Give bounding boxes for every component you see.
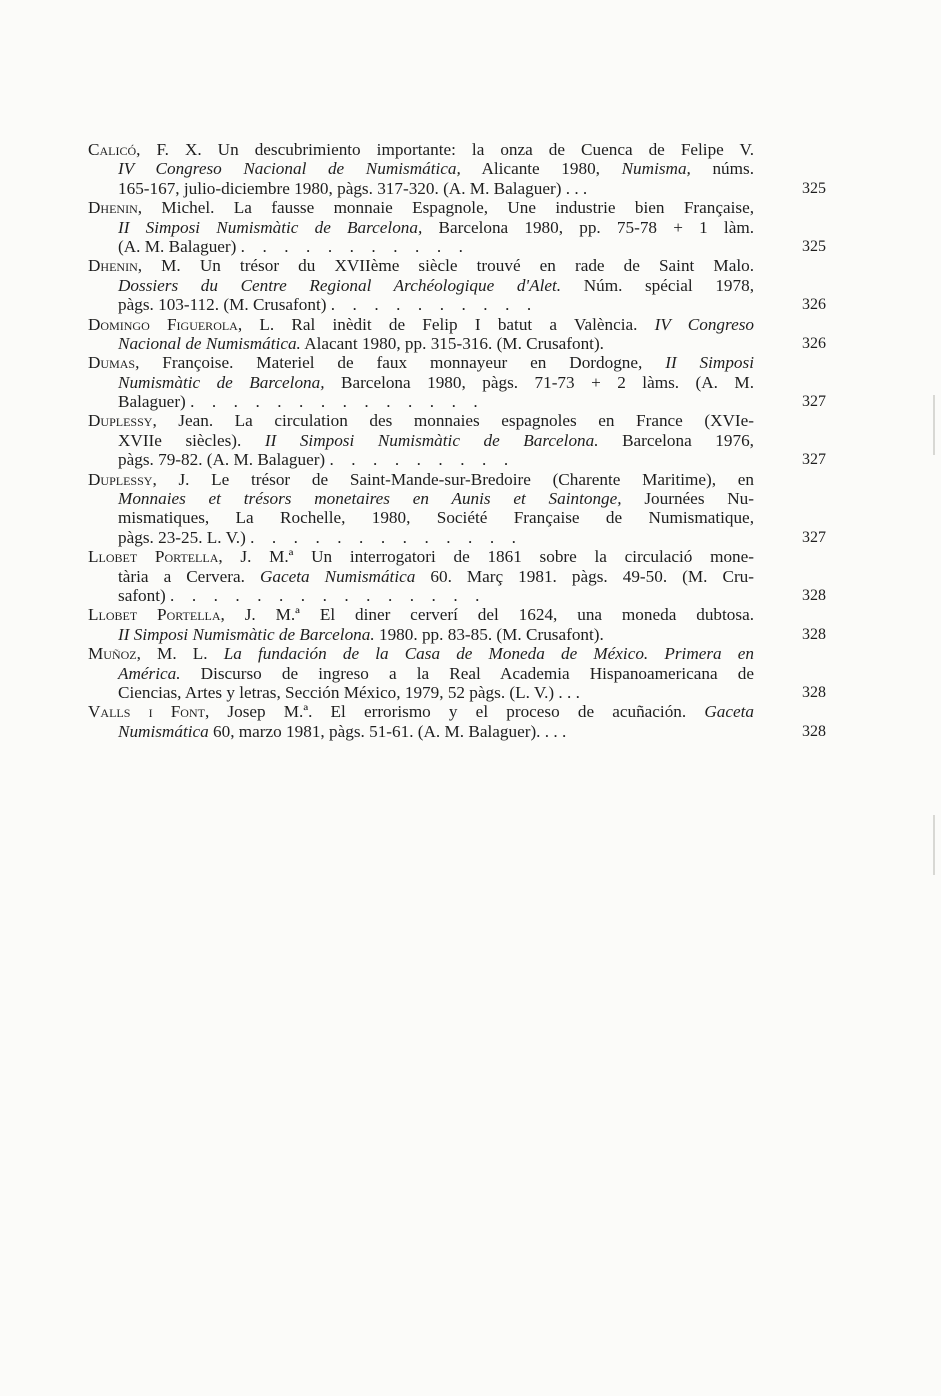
entry-text: , Michel. La fausse monnaie Espagnole, Une industrie bien Française, [137, 198, 754, 218]
publication-title: IV Congreso Nacional de Numismática, [118, 159, 461, 179]
entry-line [118, 431, 754, 450]
entry-text: , L. Ral inèdit de Felip I batut a València. [237, 314, 655, 334]
entry-text: Balaguer) [118, 392, 191, 412]
dot-leaders: . . . . . . . . . . . [240, 236, 470, 256]
entry-line [118, 664, 754, 683]
publication-title: Numisma, [621, 159, 691, 179]
entry-text: , M. Un trésor du XVIIème siècle trouvé en rade de Saint Malo. [137, 256, 754, 276]
entry-text: Núm. spécial 1978, [561, 275, 754, 295]
author-name: Llobet Portella [88, 605, 221, 625]
page-number: 328 [802, 625, 826, 643]
bibliography-entry [88, 605, 828, 644]
entry-text: 165-167, julio-diciembre 1980, pàgs. 317-320. (A. M. Balaguer) . . . [118, 178, 588, 198]
entry-text: pàgs. 103-112. (M. Crusafont) [118, 295, 331, 315]
author-name: Calicó [88, 140, 137, 159]
page-number: 328 [802, 722, 826, 740]
entry-line [88, 470, 754, 489]
page-number: 325 [802, 237, 826, 255]
entry-text: pàgs. 79-82. (A. M. Balaguer) [118, 450, 330, 470]
entry-text: mismatiques, La Rochelle, 1980, Société Française de Numismatique, [118, 508, 754, 528]
entry-text: 60, marzo 1981, pàgs. 51-61. (A. M. Balaguer). . . . [208, 721, 567, 741]
entry-line [88, 702, 754, 721]
dot-leaders: . . . . . . . . . . . . . [250, 527, 523, 547]
bibliography-entry [88, 140, 828, 198]
entry-line [88, 315, 754, 334]
bibliography-entry [88, 314, 828, 354]
bibliography-entry [88, 644, 828, 702]
bibliography-entry [88, 256, 828, 315]
entry-line [88, 256, 754, 275]
publication-title: La fundación de la Casa de Moneda de México. Primera en [223, 644, 754, 664]
author-name: Dhenin [88, 198, 138, 218]
entry-text: Barcelona 1976, [598, 430, 754, 450]
entry-line [118, 567, 754, 586]
entry-text: (A. M. Balaguer) [118, 236, 241, 256]
entry-line [118, 392, 828, 411]
page-number: 326 [802, 334, 826, 352]
page-number: 327 [802, 451, 826, 469]
publication-title: II Simposi Numismàtic de Barcelona, [118, 217, 423, 237]
entry-text: safont) [118, 585, 171, 605]
bibliography-entry [88, 547, 828, 605]
entry-line [118, 722, 828, 741]
entry-line [118, 159, 754, 178]
page-number: 327 [802, 393, 826, 411]
page-number: 325 [802, 179, 826, 197]
entry-line [118, 237, 828, 256]
dot-leaders: . . . . . . . . . . . . . . . [170, 585, 487, 605]
entry-line [118, 586, 828, 605]
entry-line [118, 528, 828, 547]
bibliography-entry [88, 198, 828, 256]
author-name: Duplessy [88, 411, 153, 431]
entry-line [118, 334, 828, 353]
entry-line [118, 508, 754, 527]
publication-title: Monnaies et trésors monetaires en Aunis et Saintonge, [118, 489, 622, 509]
publication-title: II Simposi Numismàtic de Barcelona. [264, 430, 599, 450]
publication-title: Dossiers du Centre Regional Archéologique d'Alet. [118, 275, 562, 295]
author-name: Muñoz [88, 644, 137, 664]
publication-title: Numismática [118, 721, 209, 741]
entry-text: tària a Cervera. [118, 566, 260, 586]
entry-line [118, 218, 754, 237]
entry-line [118, 295, 828, 314]
entry-text: 60. Març 1981. pàgs. 49-50. (M. Cru- [415, 566, 754, 586]
author-name: Duplessy [88, 469, 153, 489]
entry-text: Barcelona 1980, pàgs. 71-73 + 2 làms. (A. M. [324, 372, 754, 392]
entry-text: , J. Le trésor de Saint-Mande-sur-Bredoire (Charente Maritime), en [152, 469, 754, 489]
entry-text: , M. L. [136, 644, 224, 664]
entry-line [88, 353, 754, 372]
dot-leaders: . . . . . . . . . . . . . . [190, 392, 485, 412]
publication-title: II Simposi [665, 353, 754, 373]
entry-line [88, 140, 754, 159]
page-number: 327 [802, 528, 826, 546]
bibliography-entry [88, 353, 828, 412]
page-number: 328 [802, 586, 826, 604]
author-name: Llobet Portella [88, 547, 219, 567]
author-name: Valls i Font [88, 702, 205, 722]
entry-text: pàgs. 23-25. L. V.) [118, 527, 251, 547]
publication-title: IV Congreso [654, 314, 754, 334]
scan-edge-mark [933, 395, 935, 455]
entry-text: , F. X. Un descubrimiento importante: la onza de Cuenca de Felipe V. [136, 140, 754, 159]
bibliography-entry [88, 469, 828, 548]
entry-text: Discurso de ingreso a la Real Academia Hispanoamericana de [180, 663, 754, 683]
entry-text: , Jean. La circulation des monnaies espagnoles en France (XVIe- [152, 411, 754, 431]
publication-title: América. [118, 663, 181, 683]
author-name: Dhenin [88, 256, 138, 276]
publication-title: Nacional de Numismática. [118, 333, 301, 353]
entry-text: Ciencias, Artes y letras, Sección México, 1979, 52 pàgs. (L. V.) . . . [118, 682, 580, 702]
page-number: 328 [802, 683, 826, 701]
author-name: Dumas [88, 353, 136, 373]
entry-line [88, 198, 754, 217]
entry-line [88, 411, 754, 430]
entry-line [118, 625, 828, 644]
entry-line [88, 644, 754, 663]
entry-text: XVIIe siècles). [118, 430, 265, 450]
entry-line [118, 489, 754, 508]
entry-line [118, 683, 828, 702]
entry-line [118, 276, 754, 295]
entry-line [88, 547, 754, 566]
entry-text: Journées Nu- [621, 489, 755, 509]
dot-leaders: . . . . . . . . . [329, 450, 515, 470]
publication-title: Numismàtic de Barcelona, [118, 372, 325, 392]
entry-text: , J. M.ª El diner cerverí del 1624, una moneda dubtosa. [220, 605, 754, 625]
scan-edge-mark [933, 815, 935, 875]
entry-text: Barcelona 1980, pp. 75-78 + 1 làm. [422, 217, 754, 237]
publication-title: Gaceta [704, 702, 754, 722]
entry-text: Alicante 1980, [460, 159, 622, 179]
entry-text: , Josep M.ª. El errorismo y el proceso de acuñación. [204, 702, 705, 722]
publication-title: II Simposi Numismàtic de Barcelona. [118, 624, 375, 644]
entry-line [118, 373, 754, 392]
entry-text: núms. [690, 159, 754, 179]
publication-title: Gaceta Numismática [259, 566, 416, 586]
entry-line [88, 605, 754, 624]
bibliography-entry [88, 411, 828, 470]
entry-text: , J. M.ª Un interrogatori de 1861 sobre la circulació mone- [218, 547, 754, 567]
entry-text: Alacant 1980, pp. 315-316. (M. Crusafont). [300, 333, 604, 353]
entry-text: 1980. pp. 83-85. (M. Crusafont). [374, 624, 604, 644]
entry-text: , Françoise. Materiel de faux monnayeur en Dordogne, [135, 353, 666, 373]
bibliography-entry [88, 702, 828, 741]
entry-line [118, 179, 828, 198]
entry-line [118, 450, 828, 469]
dot-leaders: . . . . . . . . . . [330, 295, 538, 315]
bibliography-list [88, 140, 828, 741]
page-number: 326 [802, 296, 826, 314]
author-name: Domingo Figuerola [88, 314, 238, 334]
